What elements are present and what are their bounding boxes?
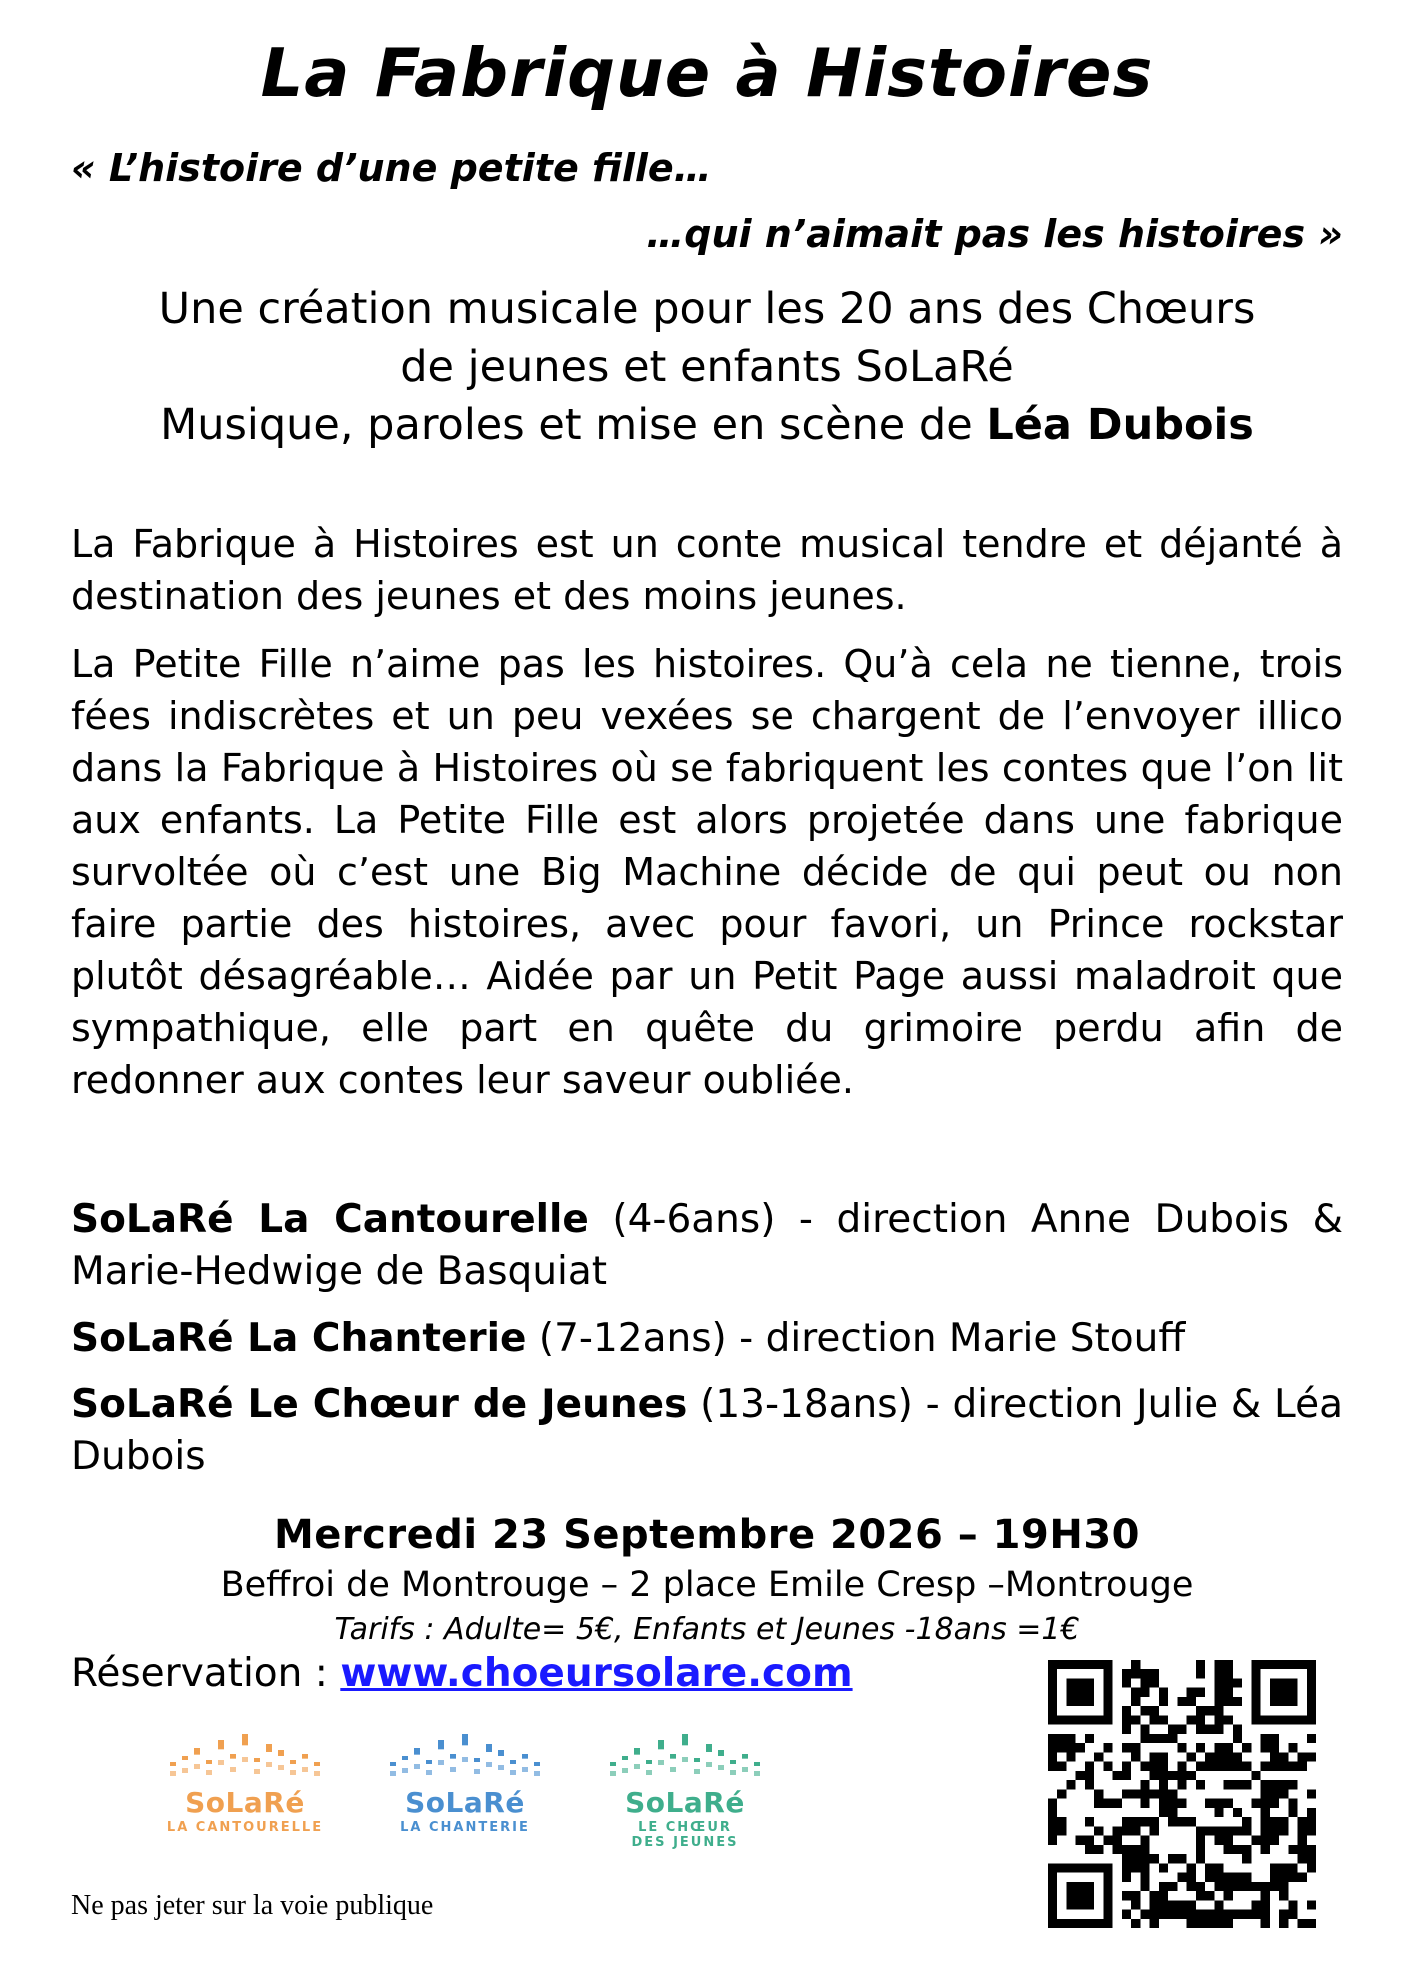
subtitle-line-1: « L’histoire d’une petite fille… [71,146,712,190]
logo-subtitle [590,1820,780,1850]
logo-name: SoLaRé [405,1786,525,1819]
logo-name: SoLaRé [625,1786,745,1819]
logo-chanterie [370,1728,560,1858]
reservation [71,1651,853,1696]
paragraph-2-text: La Petite Fille n’aime pas les histoires. Qu’à cela ne tienne, trois fées indiscrètes et un peu vexées se chargent de l’envoyer illico dans la Fabrique à Histoires où se fabriquent les contes que l’on lit aux enfants. La Petite Fille est alors projetée dans une fabrique survoltée où c’est une Big Machine décide de qui peut ou non faire partie des histoires, avec pour favori, un Prince rockstar plutôt désagréable… Aidée par un Petit Page aussi maladroit que sympathique, elle part en quête du grimoire perdu afin de redonner aux contes leur saveur oubliée. [71,642,1343,1102]
intro-line-3 [0,396,1414,454]
soundwave-icon [370,1728,560,1788]
choir-name: SoLaRé Le Chœur de Jeunes [71,1382,688,1427]
qr-code-icon [1048,1660,1316,1928]
logo-subtitle-line-1: LA CHANTERIE [400,1820,530,1835]
paragraph-1 [71,518,1343,622]
soundwave-icon [590,1728,780,1788]
intro-block [0,280,1414,454]
logo-subtitle [150,1820,340,1835]
author-name: Léa Dubois [986,400,1254,450]
logo-subtitle [370,1820,560,1835]
choir-cantourelle [71,1194,1343,1298]
event-date: Mercredi 23 Septembre 2026 – 19H30 [274,1512,1140,1558]
event-venue: Beffroi de Montrouge – 2 place Emile Cresp –Montrouge [220,1565,1194,1605]
choir-name: SoLaRé La Chanterie [71,1316,527,1361]
event-tarifs: Tarifs : Adulte= 5€, Enfants et Jeunes -18ans =1€ [334,1612,1080,1647]
choir-details: (7-12ans) - direction Marie Stouff [526,1316,1186,1361]
reservation-link[interactable]: www.choeursolare.com [340,1651,853,1696]
logos-row [150,1728,770,1858]
subtitle-line-2: …qui n’aimait pas les histoires » [646,212,1343,256]
paragraph-1-text: La Fabrique à Histoires est un conte musical tendre et déjanté à destination des jeunes et des moins jeunes. [71,522,1343,618]
intro-line-2: de jeunes et enfants SoLaRé [400,342,1014,392]
choir-jeunes [71,1379,1343,1483]
choir-chanterie [71,1313,1343,1365]
intro-line-1: Une création musicale pour les 20 ans des Chœurs [158,284,1256,334]
poster-title: La Fabrique à Histoires [260,34,1154,112]
logo-subtitle-line-1: LE CHŒUR [638,1820,732,1835]
intro-line-3-prefix: Musique, paroles et mise en scène de [160,400,987,450]
logo-cantourelle [150,1728,340,1858]
choir-details: (13-18ans) - direction Julie & Léa Dubois [71,1382,1343,1479]
choir-name: SoLaRé La Cantourelle [71,1197,589,1242]
logo-choeur-jeunes [590,1728,780,1858]
choir-details: (4-6ans) - direction Anne Dubois & Marie-Hedwige de Basquiat [71,1197,1343,1294]
reservation-label: Réservation : [71,1651,341,1696]
logo-subtitle-line-1: LA CANTOURELLE [166,1820,324,1835]
soundwave-icon [150,1728,340,1788]
logo-name: SoLaRé [185,1786,305,1819]
logo-subtitle-line-2: DES JEUNES [631,1835,739,1850]
footer-note: Ne pas jeter sur la voie publique [71,1890,434,1921]
paragraph-2 [71,638,1343,1106]
